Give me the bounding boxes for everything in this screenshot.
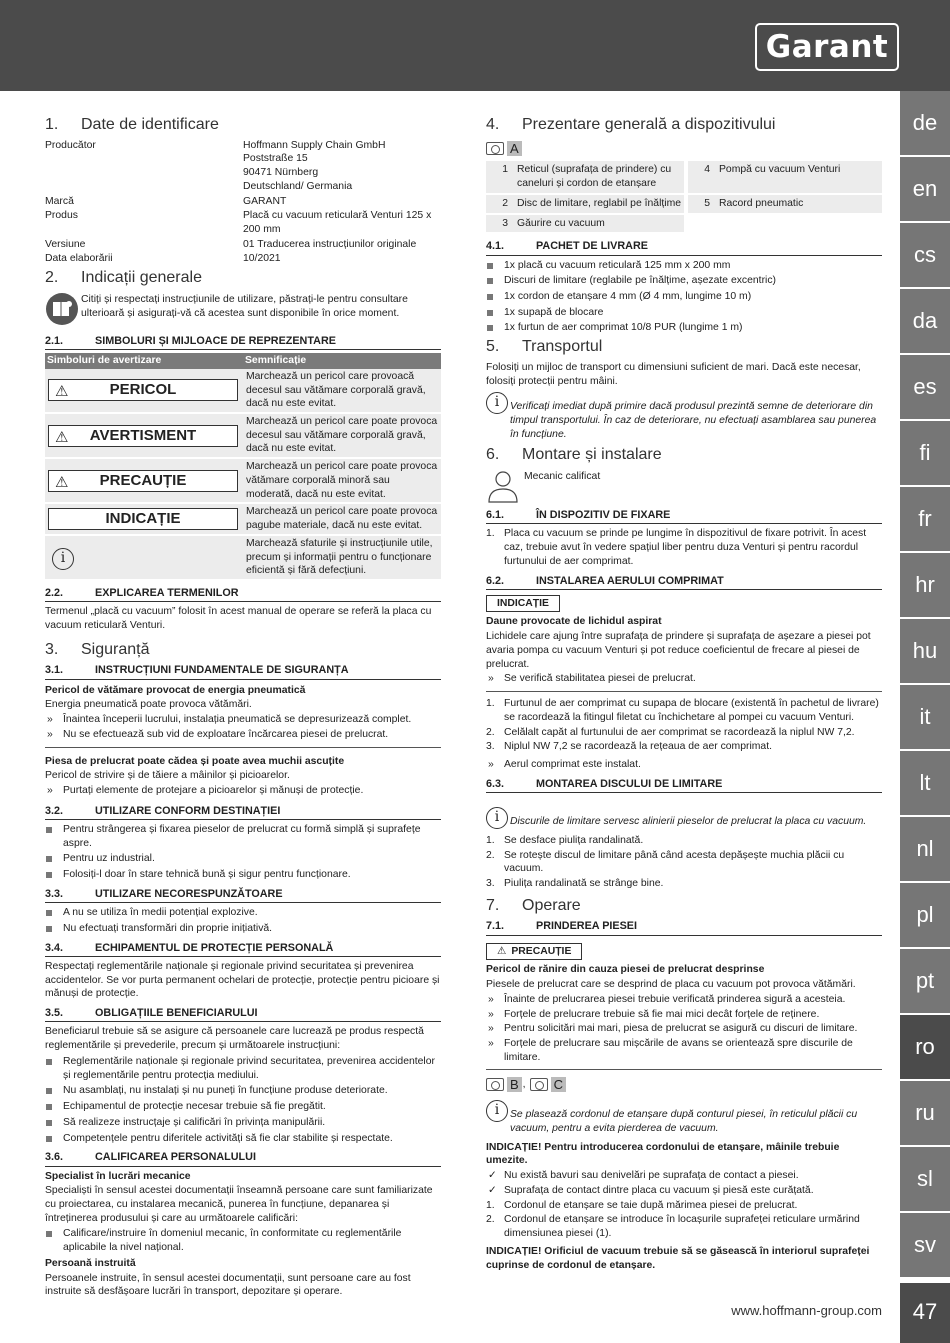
section-6-2-heading: 6.2. INSTALAREA AERULUI COMPRIMAT: [486, 574, 882, 590]
check-item: ✓ Suprafața de contact dintre placa cu vacuum și piesă este curățată.: [486, 1184, 882, 1198]
action-item: » Se verifică stabilitatea piesei de prelucrat.: [486, 672, 882, 686]
mechanic-specialist-heading: Specialist în lucrări mecanice: [45, 1170, 191, 1182]
pneumatic-hazard-heading: Pericol de vătămare provocat de energia pneumatică: [45, 684, 306, 696]
action-item: » Înainte de prelucrarea piesei trebuie verificată prinderea sigură a acesteia.: [486, 993, 882, 1007]
language-tab-pl[interactable]: pl: [900, 883, 950, 947]
section-6-heading: 6. Montare și instalare: [486, 446, 662, 464]
step-item: 3. Niplul NW 7,2 se racordează la rețeaua de aer comprimat.: [486, 741, 772, 753]
section-4-heading: 4. Prezentare generală a dispozitivului: [486, 116, 776, 133]
warning-triangle-icon: ⚠: [55, 383, 69, 401]
section-3-2-heading: 3.2. UTILIZARE CONFORM DESTINAȚIEI: [45, 804, 441, 820]
language-tab-pt[interactable]: pt: [900, 949, 950, 1013]
part-name: Pompă cu vacuum Venturi: [716, 161, 882, 193]
info-icon: i: [52, 548, 74, 570]
language-tab-sv[interactable]: sv: [900, 1213, 950, 1277]
transport-note: i Verificați imediat după primire dacă produsul prezintă semne de deteriorare din timpul transportului. În caz de deteriorare, nu efectuați asamblarea sau punerea în funcțiune.: [486, 392, 882, 442]
falling-workpiece-heading: Piesa de prelucrat poate cădea și poate avea muchii ascuțite: [45, 755, 345, 767]
list-item: Pentru strângerea și fixarea pieselor de prelucrat cu formă simplă și suprafețe aspre.: [45, 823, 441, 850]
list-item: Să realizeze instrucțaje și calificări în privința manipulării.: [45, 1116, 441, 1130]
step-item: 1. Placa cu vacuum se prinde pe lungime în dispozitivul de fixare potrivit. În acest caz, trebuie avut în vedere spațiul liber pentru duza Venturi și pentru racordul furtunului de aer comprimat.: [486, 528, 867, 567]
air-install-result: » Aerul comprimat este instalat.: [486, 758, 882, 772]
id-label: Produs: [45, 210, 78, 222]
symbol-meaning: Marchează un pericol care poate provoca pagube materiale, dacă nu este evitat.: [243, 503, 441, 534]
section-4-1-heading: 4.1. PACHET DE LIVRARE: [486, 239, 882, 255]
list-item: A nu se utiliza în medii potențial explozive.: [45, 906, 441, 920]
language-tab-hu[interactable]: hu: [900, 619, 950, 683]
operator-obligations-text: Beneficiarul trebuie să se asigure că persoanele care lucrează pe produs respectă reglementările și prevederile, precum și următoarele instrucțiuni:: [45, 1026, 424, 1052]
step-item: 1. Cordonul de etanșare se taie după mărimea piesei de prelucrat.: [486, 1199, 798, 1211]
list-item: 1x cordon de etanșare 4 mm (Ø 4 mm, lungime 10 m): [486, 290, 882, 304]
figure-letter: A: [507, 141, 522, 156]
symbols-table: [45, 353, 441, 581]
read-manual-note: [45, 292, 441, 326]
section-1-heading: 1. Date de identificare: [45, 116, 219, 133]
symbol-row: [45, 369, 441, 413]
id-value: 10/2021: [243, 253, 281, 265]
part-number: [688, 214, 716, 234]
instructed-person-heading: Persoană instruită: [45, 1257, 136, 1269]
language-tab-lt[interactable]: lt: [900, 751, 950, 815]
divider: [45, 747, 441, 748]
part-number: 2: [486, 194, 514, 214]
signal-word-box: [48, 508, 238, 530]
signal-word: INDICAȚIE: [105, 510, 181, 528]
signal-word-box: [48, 470, 238, 492]
signal-word: PRECAUȚIE: [99, 471, 187, 489]
figure-a-reference: [486, 141, 522, 156]
intended-use-list: [45, 823, 441, 882]
list-item: 1x supapă de blocare: [486, 306, 882, 320]
signal-word: AVERTISMENT: [89, 426, 197, 444]
list-item: Nu efectuați transformări din proprie inițiativă.: [45, 922, 441, 936]
right-column: [486, 113, 882, 1273]
left-column: [45, 113, 441, 1300]
warning-triangle-icon: ⚠: [497, 945, 507, 957]
symbol-meaning: Marchează un pericol care poate provoca decesul sau vătămare corporală gravă, dacă nu este evitat.: [243, 413, 441, 458]
action-item: » Înaintea începerii lucrului, instalația pneumatică se depresurizează complet.: [45, 713, 441, 727]
section-6-1-heading: 6.1. ÎN DISPOZITIV DE FIXARE: [486, 508, 882, 524]
list-item: Reglementările naționale și regionale privind securitatea, prevenirea accidentelor și reglementările pentru protecția mediului.: [45, 1055, 441, 1082]
limit-disc-note: i Discurile de limitare servesc alinierii pieselor de prelucrat la placa cu vacuum.: [486, 807, 882, 830]
part-number: 1: [486, 161, 514, 193]
list-item: Nu asamblați, nu instalați și nu puneți în funcțiune produse deteriorate.: [45, 1084, 441, 1098]
signal-word-box: [48, 379, 238, 401]
part-name: Disc de limitare, reglabil pe înălțime: [514, 194, 684, 214]
fixture-steps: [486, 527, 882, 568]
signal-word: PERICOL: [109, 381, 177, 399]
page-number: 47: [900, 1283, 950, 1343]
list-item: 1x placă cu vacuum reticulară 125 mm x 200 mm: [486, 259, 882, 273]
part-number: 4: [688, 161, 716, 193]
section-7-1-heading: 7.1. PRINDEREA PIESEI: [486, 919, 882, 935]
camera-icon: [530, 1078, 548, 1091]
qualification-list: [45, 1227, 441, 1254]
section-2-heading: 2. Indicații generale: [45, 269, 202, 287]
language-tab-fi[interactable]: fi: [900, 421, 950, 485]
id-label: Versiune: [45, 238, 86, 250]
list-item: Folosiți-l doar în stare tehnică bună și sigur pentru funcționare.: [45, 868, 441, 882]
pneumatic-hazard-actions: [45, 713, 441, 741]
prerequisite-checks: [486, 1169, 882, 1197]
info-icon: i: [486, 1100, 508, 1122]
step-item: 1. Se desface piulița randalinată.: [486, 834, 644, 846]
symbol-meaning: Marchează un pericol care provoacă decesul sau vătămare corporală gravă, dacă nu este evitat.: [243, 369, 441, 413]
info-icon: i: [486, 807, 508, 829]
operator-obligations-list: [45, 1055, 441, 1145]
liquid-damage-text: Lichidele care ajung între suprafața de prindere și suprafața de așezare a piesei pot avaria pompa cu vacuum Venturi și pot reduce coeficientul de frecare al piesei de prelucrat.: [486, 631, 871, 670]
section-3-heading: 3. Siguranță: [45, 640, 150, 658]
id-label: Data elaborării: [45, 253, 113, 265]
section-3-3-heading: 3.3. UTILIZARE NECORESPUNZĂTOARE: [45, 887, 441, 903]
list-item: Discuri de limitare (reglabile pe înălțime, așezate excentric): [486, 274, 882, 288]
step-item: 2. Cordonul de etanșare se introduce în locașurile suprafeței reticulare urmărind dimensiunea piesei (1).: [486, 1214, 860, 1240]
list-item: Competențele pentru diferitele activități să fie clar stabilite și respectate.: [45, 1132, 441, 1146]
divider: [486, 1069, 882, 1070]
general-intro-text: Citiți și respectați instrucțiunile de utilizare, păstrați-le pentru consultare ulterioară și asigurați-vă că acestea sunt disponibile în orice moment.: [81, 293, 408, 319]
signal-word-box: [48, 425, 238, 447]
identification-table: [45, 139, 441, 267]
falling-workpiece-actions: [45, 784, 441, 798]
id-value: GARANT: [243, 195, 287, 207]
section-7-heading: 7. Operare: [486, 896, 581, 914]
section-2-2-heading: 2.2. EXPLICAREA TERMENILOR: [45, 586, 441, 602]
seal-cord-steps: [486, 1199, 882, 1241]
pneumatic-hazard-text: Energia pneumatică poate provoca vătămări.: [45, 699, 252, 711]
language-tab-sl[interactable]: sl: [900, 1147, 950, 1211]
notice-box: INDICAȚIE: [486, 595, 560, 613]
id-label: Producător: [45, 139, 96, 151]
read-manual-icon: [45, 292, 79, 326]
part-row: [486, 194, 882, 214]
action-item: » Purtați elemente de protejare a picioarelor și mănuși de protecție.: [45, 784, 441, 798]
id-value: 01 Traducerea instrucțiunilor originale: [243, 238, 417, 250]
transport-text: Folosiți un mijloc de transport cu dimensiuni suficient de mari. Dacă este necesar, folosiți protecții pentru mâini.: [486, 361, 861, 387]
step-item: 2. Se rotește discul de limitare până când acesta depășește muchia plăcii cu vacuum.: [486, 849, 845, 875]
symbols-col-header: Simboluri de avertizare: [45, 353, 243, 369]
camera-icon: [486, 142, 504, 155]
step-item: 1. Furtunul de aer comprimat cu supapa de blocare (existentă în pachetul de livrare) se racordează la fitingul filetat cu închichetare al pompei cu vacuum Venturi.: [486, 698, 879, 723]
section-3-4-heading: 3.4. ECHIPAMENTUL DE PROTECȚIE PERSONALĂ: [45, 941, 441, 957]
loose-workpiece-heading: Pericol de rănire din cauza piesei de prelucrat desprinse: [486, 964, 765, 976]
garant-logo[interactable]: Garant: [755, 23, 899, 71]
section-3-6-heading: 3.6. CALIFICAREA PERSONALULUI: [45, 1150, 441, 1166]
section-3-5-heading: 3.5. OBLIGAȚIILE BENEFICIARULUI: [45, 1006, 441, 1022]
part-name: [716, 214, 882, 234]
language-tab-fr[interactable]: fr: [900, 487, 950, 551]
notice-wet-hands: INDICAȚIE! Pentru introducerea cordonului de etanșare, mâinile trebuie umezite.: [486, 1141, 840, 1167]
camera-icon: [486, 1078, 504, 1091]
symbol-row: [45, 458, 441, 503]
info-icon: i: [486, 392, 508, 414]
language-tab-hr[interactable]: hr: [900, 553, 950, 617]
symbol-row: [45, 503, 441, 534]
loose-workpiece-text: Piesele de prelucrat care se desprind de placa cu vacuum pot provoca vătămări.: [486, 979, 856, 991]
device-parts-table: [486, 161, 882, 234]
action-item: » Forțele de prelucrare sau mișcările de avans se orientează spre discurile de limitare.: [486, 1037, 882, 1064]
language-tab-de[interactable]: de: [900, 91, 950, 155]
list-item: Calificare/instruire în domeniul mecanic, în conformitate cu reglementările aplicabile la nivel național.: [45, 1227, 441, 1254]
terms-text: Termenul „placă cu vacuum” folosit în acest manual de operare se referă la placa cu vacuum reticulară Venturi.: [45, 606, 432, 632]
step-item: 3. Piulița randalinată se strânge bine.: [486, 878, 664, 890]
id-value: Placă cu vacuum reticulară Venturi 125 x 200 mm: [243, 210, 432, 235]
seal-cord-note: i Se plasează cordonul de etanșare după conturul piesei, în reticulul plăcii cu vacuum, pentru a evita pierderea de vacuum.: [486, 1100, 882, 1136]
caution-box: ⚠ PRECAUȚIE: [486, 943, 582, 961]
notice-vacuum-hole: INDICAȚIE! Orificiul de vacuum trebuie să se găsească în interiorul suprafeței cuprinse de cordonul de etanșare.: [486, 1245, 870, 1271]
air-install-steps: [486, 697, 882, 754]
list-item: 1x furtun de aer comprimat 10/8 PUR (lungime 1 m): [486, 321, 882, 335]
part-number: 5: [688, 194, 716, 214]
part-row: [486, 214, 882, 234]
header-bar: [0, 0, 950, 91]
language-tab-ro[interactable]: ro: [900, 1015, 950, 1079]
id-value: Hoffmann Supply Chain GmbH Poststraße 15 90471 Nürnberg Deutschland/ Germania: [243, 139, 386, 192]
language-tab-cs[interactable]: cs: [900, 223, 950, 287]
check-item: ✓ Nu există bavuri sau denivelări pe suprafața de contact a piesei.: [486, 1169, 882, 1183]
section-5-heading: 5. Transportul: [486, 338, 603, 356]
part-number: 3: [486, 214, 514, 234]
liquid-damage-heading: Daune provocate de lichidul aspirat: [486, 616, 662, 628]
action-item: » Pentru solicitări mai mari, piesa de prelucrat se asigură cu discuri de limitare.: [486, 1022, 882, 1036]
personnel-note: Mecanic calificat: [486, 469, 882, 503]
section-2-1-heading: 2.1. SIMBOLURI ȘI MIJLOACE DE REPREZENTARE: [45, 334, 441, 350]
warning-triangle-icon: ⚠: [55, 473, 69, 491]
person-icon: [486, 469, 520, 503]
language-tab-es[interactable]: es: [900, 355, 950, 419]
language-tab-da[interactable]: da: [900, 289, 950, 353]
language-tab-it[interactable]: it: [900, 685, 950, 749]
part-row: [486, 161, 882, 193]
meaning-col-header: Semnificație: [243, 353, 441, 369]
limit-disc-steps: [486, 834, 882, 891]
ppe-text: Respectați reglementările naționale și regionale privind securitatea și prevenirea accidentelor. Se vor purta permanent ochelari de protecție, protecție pentru picioare și mănuși de protecție.: [45, 960, 440, 1000]
symbol-meaning: Marchează sfaturile și instrucțiunile utile, precum și informații pentru o funcționare eficientă și fără defecțiuni.: [243, 535, 441, 580]
part-name: Reticul (suprafața de prindere) cu caneluri și cordon de etanșare: [514, 161, 684, 193]
action-item: » Forțele de prelucrare trebuie să fie mai mici decât forțele de reținere.: [486, 1008, 882, 1022]
falling-workpiece-text: Pericol de strivire și de tăiere a mâinilor și picioarelor.: [45, 770, 290, 782]
list-item: Pentru uz industrial.: [45, 852, 441, 866]
language-tab-en[interactable]: en: [900, 157, 950, 221]
language-tab-ru[interactable]: ru: [900, 1081, 950, 1145]
loose-workpiece-actions: [486, 993, 882, 1065]
delivery-contents-list: [486, 259, 882, 336]
improper-use-list: [45, 906, 441, 935]
symbol-meaning: Marchează un pericol care poate provoca vătămare corporală minoră sau moderată, dacă nu este evitat.: [243, 458, 441, 503]
symbol-row: [45, 413, 441, 458]
id-label: Marcă: [45, 195, 74, 207]
instructed-person-text: Persoanele instruite, în sensul acestei documentații, sunt persoane care au fost instruite să desfășoare lucrări în transport, depozitare și operare.: [45, 1272, 411, 1298]
footer-url[interactable]: www.hoffmann-group.com: [731, 1303, 882, 1318]
list-item: Echipamentul de protecție necesar trebuie să fie pregătit.: [45, 1100, 441, 1114]
warning-triangle-icon: ⚠: [55, 428, 69, 446]
liquid-damage-actions: [486, 672, 882, 686]
figure-bc-reference: B , C: [486, 1077, 566, 1092]
part-name: Racord pneumatic: [716, 194, 882, 214]
symbol-row: [45, 535, 441, 580]
part-name: Găurire cu vacuum: [514, 214, 684, 234]
mechanic-specialist-text: Specialiști în sensul acestei documentații înseamnă persoane care sunt familiarizate cu proiectarea, cu instalarea mecanică, punerea în funcțiune, depanarea și întreținerea produsului și care au următoarele calificări:: [45, 1185, 433, 1224]
step-item: 2. Celălalt capăt al furtunului de aer comprimat se racordează la niplul NW 7,2.: [486, 726, 855, 738]
section-3-1-heading: 3.1. INSTRUCȚIUNI FUNDAMENTALE DE SIGURANȚA: [45, 663, 441, 679]
language-sidebar: [900, 91, 950, 1343]
language-tab-nl[interactable]: nl: [900, 817, 950, 881]
action-item: » Nu se efectuează sub vid de exploatare încărcarea piesei de prelucrat.: [45, 728, 441, 742]
section-6-3-heading: 6.3. MONTAREA DISCULUI DE LIMITARE: [486, 777, 882, 793]
divider: [486, 691, 882, 692]
